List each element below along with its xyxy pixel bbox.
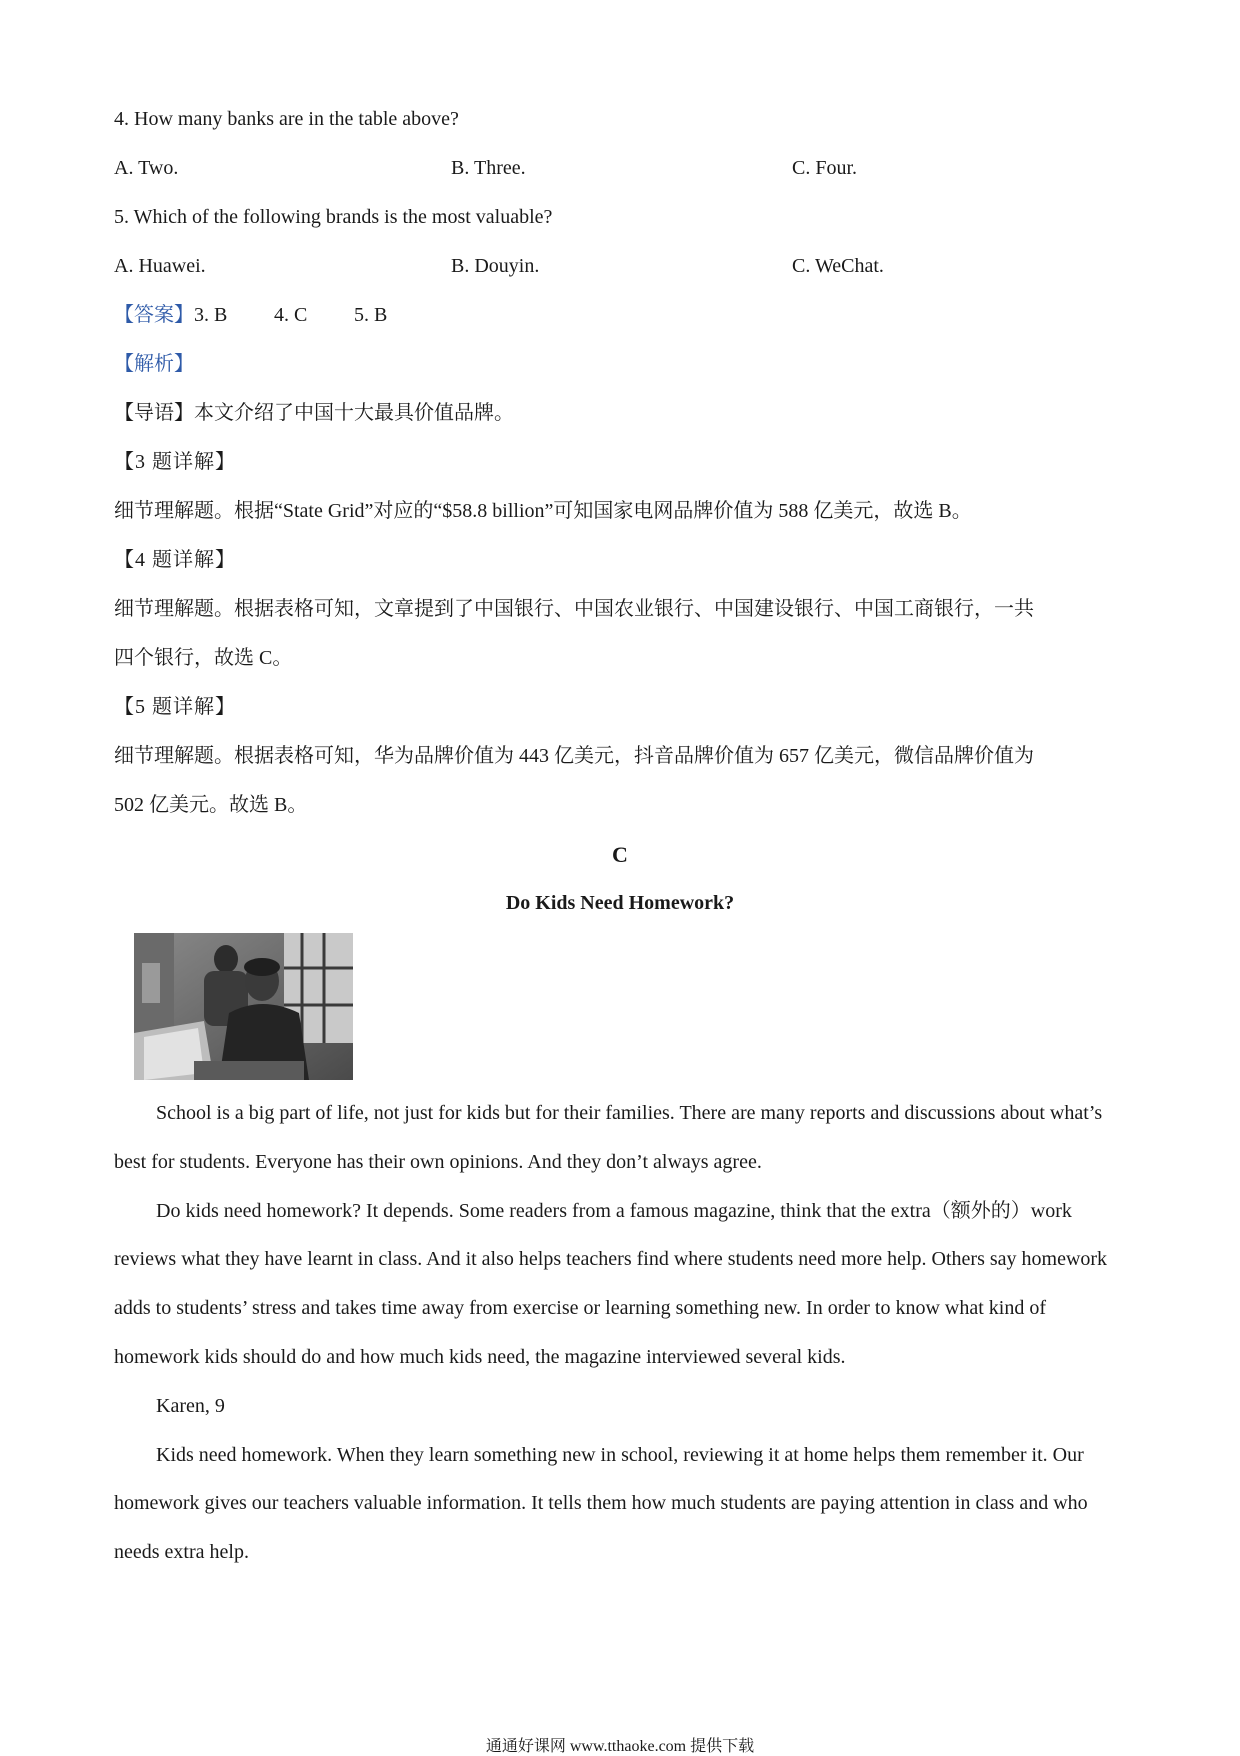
detail-5-text: 细节理解题。根据表格可知，华为品牌价值为 443 亿美元，抖音品牌价值为 657 亿美元，微信品牌价值为 (114, 745, 1034, 767)
q4-option-c: C. Four. (792, 157, 858, 179)
passage-speaker: Karen, 9 (156, 1394, 225, 1417)
question-5: 5. Which of the following brands is the most valuable? (114, 206, 553, 228)
passage-paragraph-2: Do kids need homework? It depends. Some readers from a famous magazine, think that the extra（额外的）work reviews what they have learnt in class. And it also helps teachers find where students need more help. Others say homework adds to students’ stress and takes time away from exercise or learning something new. In order to know what kind of homework kids should do and how much kids need, the magazine interviewed several kids. (114, 1199, 1108, 1368)
q4-option-a: A. Two. (114, 157, 179, 179)
section-title: Do Kids Need Homework? (505, 892, 735, 914)
page-footer: 通通好课网 www.tthaoke.com 提供下载 (485, 1738, 755, 1755)
answer-item: 4. C (274, 304, 308, 326)
q5-option-a: A. Huawei. (114, 255, 206, 277)
answer-item: 5. B (354, 304, 388, 326)
answer-label: 【答案】 (114, 304, 194, 326)
question-4: 4. How many banks are in the table above? (114, 108, 459, 130)
detail-4-label: 【4 题详解】 (114, 549, 236, 571)
q5-option-b: B. Douyin. (451, 255, 540, 277)
section-letter: C (612, 842, 628, 867)
intro-text: 【导语】本文介绍了中国十大最具价值品牌。 (114, 402, 514, 424)
answer-item: 3. B (194, 304, 228, 326)
passage-paragraph-1: School is a big part of life, not just for kids but for their families. There are many reports and discussions about what’s best for students. Everyone has their own opinions. And they don’t always agree. (114, 1102, 1103, 1173)
detail-4-text: 细节理解题。根据表格可知，文章提到了中国银行、中国农业银行、中国建设银行、中国工商银行，一共 (114, 598, 1034, 620)
detail-5-label: 【5 题详解】 (114, 696, 236, 718)
students-computer-photo (134, 933, 353, 1080)
q4-option-b: B. Three. (451, 157, 526, 179)
analysis-label: 【解析】 (114, 353, 194, 375)
detail-3-label: 【3 题详解】 (114, 451, 236, 473)
detail-4-text-cont: 四个银行，故选 C。 (114, 647, 293, 669)
detail-5-text-cont: 502 亿美元。故选 B。 (114, 794, 308, 816)
passage-paragraph-3: Kids need homework. When they learn something new in school, reviewing it at home helps them remember it. Our homework gives our teachers valuable information. It tells them how much students are paying attention in class and who needs extra help. (114, 1443, 1088, 1564)
detail-3-text: 细节理解题。根据“State Grid”对应的“$58.8 billion”可知国家电网品牌价值为 588 亿美元，故选 B。 (114, 500, 972, 522)
passage (114, 1089, 1124, 1577)
q5-option-c: C. WeChat. (792, 255, 884, 277)
answer-line (114, 302, 387, 328)
